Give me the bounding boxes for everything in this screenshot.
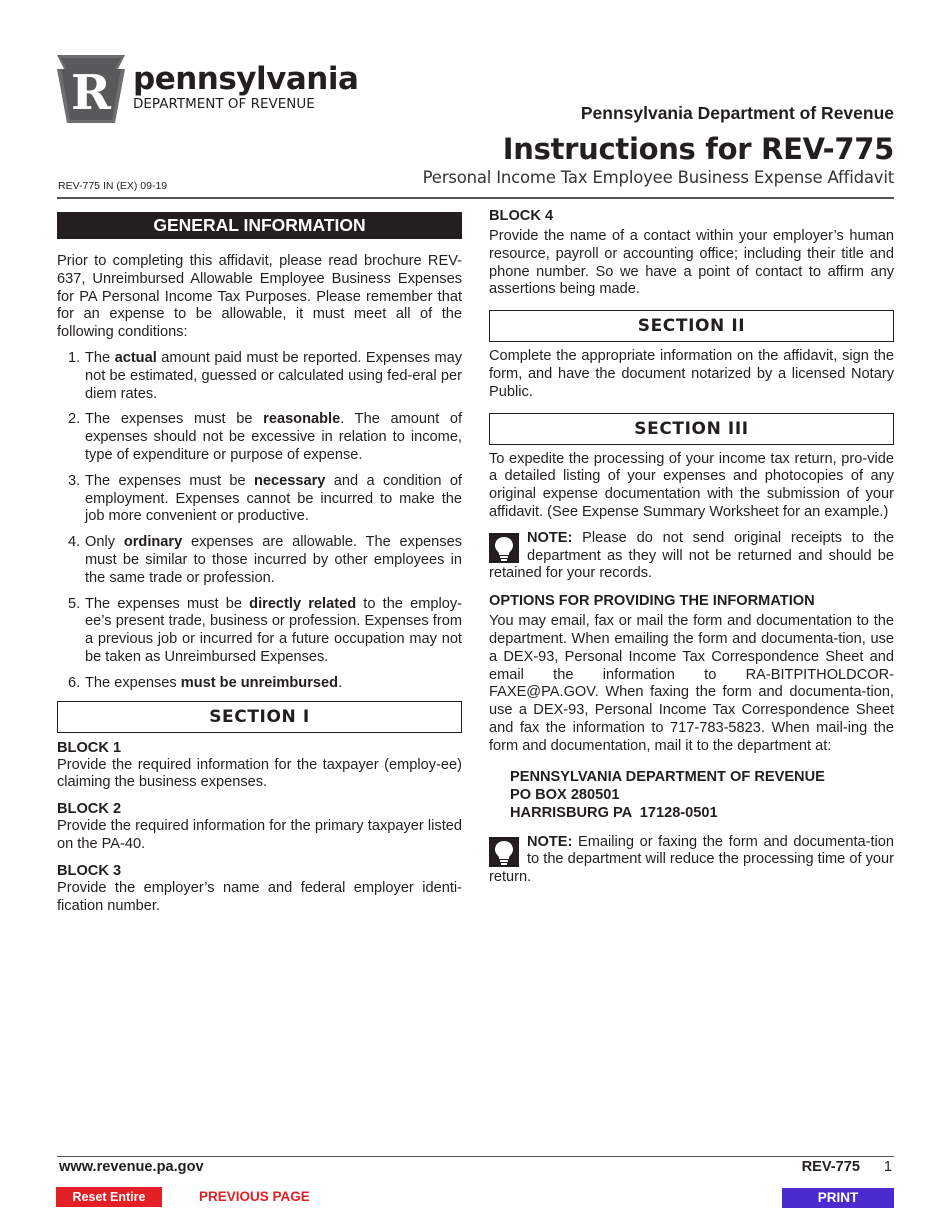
condition-item: 2. The expenses must be reasonable. The amount of expenses should not be excessive in relation to income, type of expenditure or purpose of expense. (68, 411, 463, 463)
right-column (489, 207, 894, 887)
footer-url: www.revenue.pa.gov (59, 1159, 204, 1175)
condition-item: 1. The actual amount paid must be reported. Expenses may not be estimated, guessed or calculated using fed-eral per diem rates. (68, 349, 463, 402)
condition-item: 6. The expenses must be unreimbursed. (68, 674, 343, 691)
previous-page-button[interactable]: PREVIOUS PAGE (199, 1189, 310, 1204)
footer-divider (57, 1156, 894, 1157)
section-2-heading: SECTION II (489, 310, 894, 342)
processing-note: NOTE: Emailing or faxing the form and documenta-tion to the department will reduce the processing time of your return. (489, 833, 894, 886)
general-intro: Prior to completing this affidavit, please read brochure REV-637, Unreimbursed Allowable Employee Business Expenses for PA Personal Income Tax Purposes. Please remember that for an expense to be allowable, it must meet all of the following conditions: (57, 253, 462, 341)
receipts-note: NOTE: Please do not send original receipts to the department as they will not be returned and should be retained for your records. (489, 529, 894, 582)
condition-item: 5. The expenses must be directly related to the employ-ee’s present trade, business or profession. Expenses from a previous job or incurred for a future occupation may not be taken as Unreimbursed Expenses. (68, 595, 463, 665)
options-title: OPTIONS FOR PROVIDING THE INFORMATION (489, 593, 815, 610)
section-2-text: Complete the appropriate information on the affidavit, sign the form, and have the document notarized by a licensed Notary Public. (489, 348, 894, 400)
lightbulb-icon (489, 837, 519, 867)
conditions-list (57, 350, 462, 693)
section-1-heading: SECTION I (57, 701, 462, 733)
block-4-text: Provide the name of a contact within your employer’s human resource, payroll or accounting office; including their title and phone number. So we have a point of contact to affirm any assertions being made. (489, 228, 894, 298)
print-button[interactable]: PRINT (782, 1188, 894, 1208)
header-divider (57, 197, 894, 199)
logo-name: pennsylvania (133, 61, 359, 97)
address-line: HARRISBURG PA 17128-0501 (510, 804, 718, 821)
page-number: 1 (883, 1159, 892, 1175)
lightbulb-icon (489, 533, 519, 563)
block-1-text: Provide the required information for the taxpayer (employ-ee) claiming the business expenses. (57, 756, 462, 791)
page-subtitle: Personal Income Tax Employee Business Expense Affidavit (422, 168, 894, 187)
logo-letter: R (71, 65, 111, 121)
block-2-text: Provide the required information for the primary taxpayer listed on the PA-40. (57, 818, 462, 852)
condition-item: 3. The expenses must be necessary and a condition of employment. Expenses cannot be incurred to make the job more convenient or productive. (68, 472, 462, 525)
block-3-title: BLOCK 3 (57, 862, 122, 879)
footer-form-number: REV-775 (801, 1159, 860, 1175)
block-3-text: Provide the employer’s name and federal employer identi-fication number. (57, 879, 462, 914)
general-info-heading: GENERAL INFORMATION (57, 212, 462, 239)
block-1-title: BLOCK 1 (57, 739, 122, 756)
page-title: Instructions for REV-775 (502, 132, 894, 166)
form-number: REV-775 IN (EX) 09-19 (58, 180, 168, 192)
block-4-title: BLOCK 4 (489, 208, 554, 224)
logo-wordmark (133, 62, 358, 112)
logo-dept: DEPARTMENT OF REVENUE (133, 96, 315, 112)
address-line: PO BOX 280501 (510, 786, 620, 803)
section-3-text: To expedite the processing of your income tax return, pro-vide a detailed listing of your expenses and photocopies of any original expense documentation with the submission of your affidavit. (See Expense Summary Worksheet for an example.) (489, 450, 894, 520)
options-text: You may email, fax or mail the form and documentation to the department. When emailing the form and documenta-tion, use a DEX-93, Personal Income Tax Correspondence Sheet and email the information to RA-BITPITHOLDCOR-FAXE@PA.GOV. When faxing the form and documenta-tion, use a DEX-93, Personal Income Tax Correspondence Sheet and fax the information to 717-783-5823. When mail-ing the form and documentation, mail it to the department at: (489, 613, 894, 754)
mailing-address (489, 768, 894, 822)
header-dept: Pennsylvania Department of Revenue (580, 103, 894, 123)
block-2-title: BLOCK 2 (57, 801, 122, 818)
address-line: PENNSYLVANIA DEPARTMENT OF REVENUE (510, 768, 825, 785)
section-3-heading: SECTION III (489, 413, 894, 445)
reset-form-button[interactable]: Reset Entire Form (56, 1187, 162, 1207)
left-column (57, 212, 462, 915)
condition-item: 4. Only ordinary expenses are allowable. The expenses must be similar to those incurred by other employees in the same trade or profession. (68, 534, 462, 586)
